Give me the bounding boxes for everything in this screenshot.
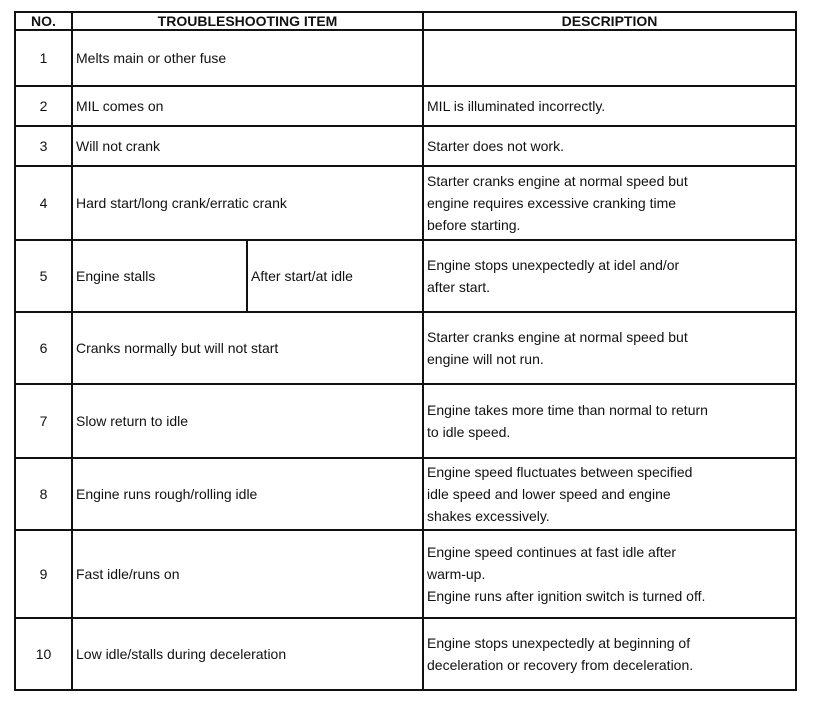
description-line: engine will not run. [427,351,544,367]
description-line: Engine stops unexpectedly at idel and/or [427,257,680,273]
table-row [15,86,796,126]
description: Starter does not work. [423,126,796,166]
description [423,312,796,384]
description [423,166,796,240]
table-row [15,240,796,312]
description-line: Engine takes more time than normal to return [427,402,708,418]
description [423,618,796,690]
description-line: Engine speed fluctuates between specified [427,464,693,480]
row-number: 7 [15,384,72,458]
description-line: before starting. [427,217,521,233]
table-row [15,384,796,458]
table-row [15,30,796,86]
troubleshooting-item: Engine runs rough/rolling idle [72,458,423,530]
description-line: Engine runs after ignition switch is turned off. [427,588,706,604]
row-number: 9 [15,530,72,618]
description-line: deceleration or recovery from deceleration. [427,657,694,673]
row-number: 1 [15,30,72,86]
troubleshooting-item: Fast idle/runs on [72,530,423,618]
description-line: idle speed and lower speed and engine [427,486,671,502]
table-row [15,312,796,384]
troubleshooting-sub-item: After start/at idle [247,240,423,312]
table-row [15,618,796,690]
troubleshooting-item: Hard start/long crank/erratic crank [72,166,423,240]
description-line: to idle speed. [427,424,511,440]
troubleshooting-table [14,11,797,691]
header-description: DESCRIPTION [423,12,796,30]
troubleshooting-item: MIL comes on [72,86,423,126]
troubleshooting-item: Will not crank [72,126,423,166]
description [423,384,796,458]
description-line: shakes excessively. [427,508,550,524]
row-number: 10 [15,618,72,690]
row-number: 4 [15,166,72,240]
description-line: Engine speed continues at fast idle after [427,544,677,560]
row-number: 2 [15,86,72,126]
troubleshooting-item: Engine stalls [72,240,247,312]
table-row [15,458,796,530]
description-line: engine requires excessive cranking time [427,195,677,211]
troubleshooting-item: Melts main or other fuse [72,30,423,86]
troubleshooting-item: Slow return to idle [72,384,423,458]
description [423,30,796,86]
description-line: warm-up. [427,566,486,582]
description [423,240,796,312]
description [423,530,796,618]
troubleshooting-item: Low idle/stalls during deceleration [72,618,423,690]
description [423,458,796,530]
table-header-row [15,12,796,30]
description: MIL is illuminated incorrectly. [423,86,796,126]
troubleshooting-item: Cranks normally but will not start [72,312,423,384]
row-number: 3 [15,126,72,166]
table-row [15,126,796,166]
row-number: 8 [15,458,72,530]
row-number: 5 [15,240,72,312]
description-line: after start. [427,279,491,295]
table-row [15,530,796,618]
row-number: 6 [15,312,72,384]
description-line: Starter cranks engine at normal speed but [427,173,688,189]
description-line: Starter cranks engine at normal speed but [427,329,688,345]
header-no: NO. [15,12,72,30]
description-line: Engine stops unexpectedly at beginning of [427,635,691,651]
table-row [15,166,796,240]
header-troubleshooting-item: TROUBLESHOOTING ITEM [72,12,423,30]
